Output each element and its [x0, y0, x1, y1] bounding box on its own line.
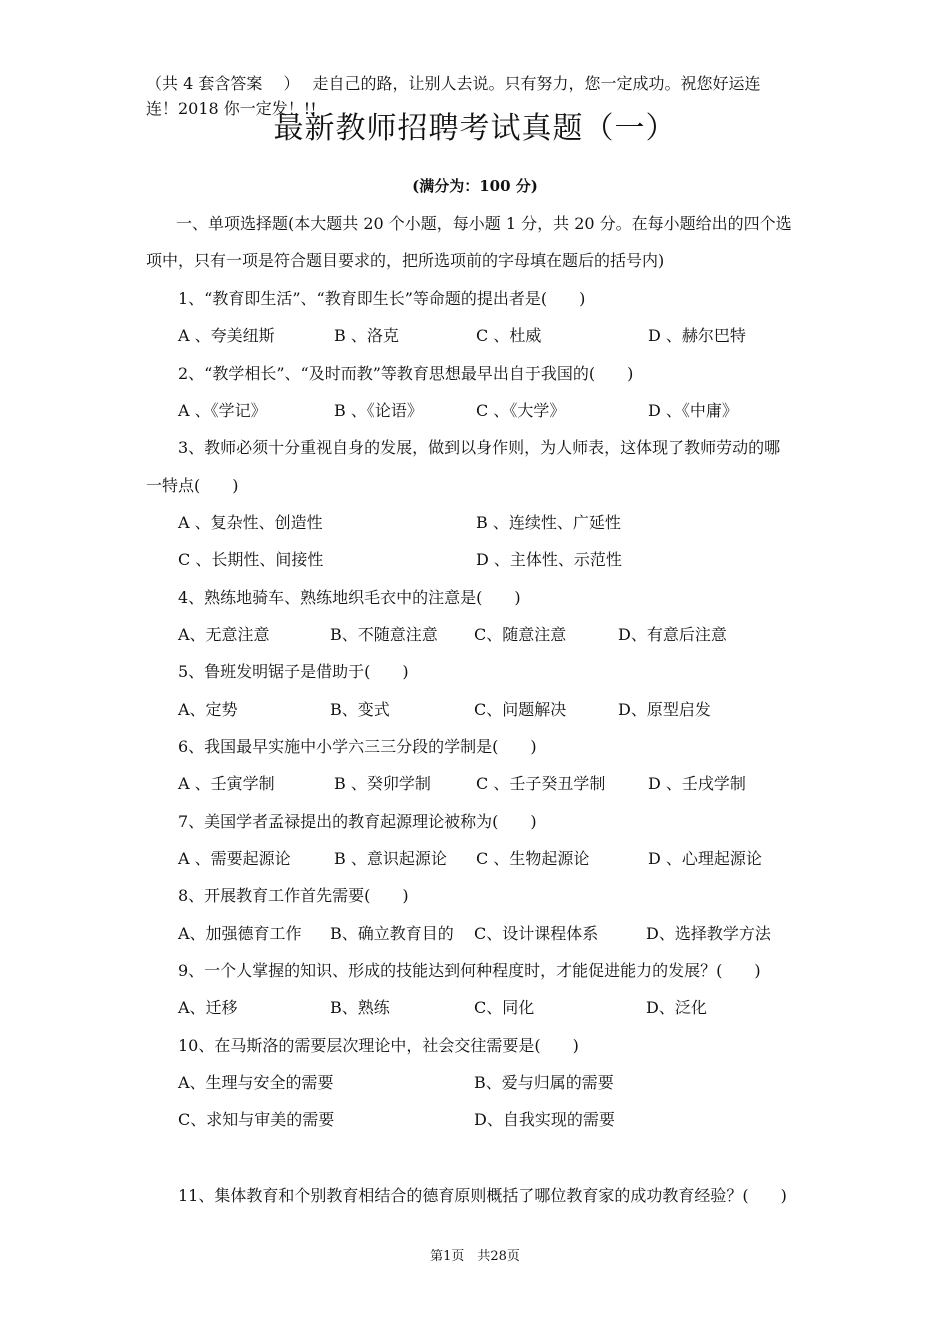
question-1-option-c: C 、杜威 — [476, 326, 542, 345]
question-7-option-b: B 、意识起源论 — [334, 849, 447, 868]
question-2-option-a: A 、《学记》 — [178, 401, 267, 420]
question-4-option-c: C、随意注意 — [474, 625, 567, 644]
question-1-stem: 1、“教育即生活”、“教育即生长”等命题的提出者是( ) — [178, 289, 586, 308]
question-9-option-d: D、泛化 — [646, 998, 707, 1017]
question-5-option-a: A、定势 — [178, 700, 238, 719]
question-8-option-c: C、设计课程体系 — [474, 924, 599, 943]
score-note: (满分为：100 分) — [412, 177, 538, 195]
page-title: 最新教师招聘考试真题（一） — [273, 111, 677, 146]
page-footer: 第1页 共28页 — [430, 1249, 520, 1264]
question-9-stem: 9、一个人掌握的知识、形成的技能达到何种程度时，才能促进能力的发展？( ) — [178, 961, 761, 980]
header-line-2: 连！2018 你一定发！!! — [146, 99, 317, 118]
question-2-option-b: B 、《论语》 — [334, 401, 423, 420]
question-3-stem: 3、教师必须十分重视自身的发展，做到以身作则，为人师表，这体现了教师劳动的哪 — [178, 438, 781, 457]
question-7-option-c: C 、生物起源论 — [476, 849, 590, 868]
question-2-stem: 2、“教学相长”、“及时而教”等教育思想最早出自于我国的( ) — [178, 364, 634, 383]
question-8-option-b: B、确立教育目的 — [330, 924, 454, 943]
question-6-option-b: B 、癸卯学制 — [334, 774, 431, 793]
question-1-option-d: D 、赫尔巴特 — [648, 326, 746, 345]
question-2-option-c: C 、《大学》 — [476, 401, 566, 420]
question-8-option-d: D、选择教学方法 — [646, 924, 771, 943]
question-7-option-d: D 、心理起源论 — [648, 849, 762, 868]
question-6-option-d: D 、壬戌学制 — [648, 774, 746, 793]
section-instructions-line-2: 项中，只有一项是符合题目要求的，把所选项前的字母填在题后的括号内) — [146, 251, 665, 270]
question-5-option-d: D、原型启发 — [618, 700, 711, 719]
question-10-option-a: A、生理与安全的需要 — [178, 1073, 334, 1092]
question-8-stem: 8、开展教育工作首先需要( ) — [178, 886, 409, 905]
question-7-option-a: A 、需要起源论 — [178, 849, 291, 868]
question-7-stem: 7、美国学者孟禄提出的教育起源理论被称为( ) — [178, 812, 537, 831]
question-10-option-b: B、爱与归属的需要 — [474, 1073, 614, 1092]
question-6-stem: 6、我国最早实施中小学六三三分段的学制是( ) — [178, 737, 537, 756]
section-instructions-line-1: 一、单项选择题(本大题共 20 个小题，每小题 1 分，共 20 分。在每小题给出的四个选 — [176, 214, 792, 233]
question-3-option-a: A 、复杂性、创造性 — [178, 513, 323, 532]
question-3-stem-cont: 一特点( ) — [146, 476, 239, 495]
question-10-option-c: C、求知与审美的需要 — [178, 1110, 335, 1129]
question-11-stem: 11、集体教育和个别教育相结合的德育原则概括了哪位教育家的成功教育经验？( ) — [178, 1186, 787, 1205]
question-10-option-d: D、自我实现的需要 — [474, 1110, 615, 1129]
question-9-option-a: A、迁移 — [178, 998, 238, 1017]
question-3-option-c: C 、长期性、间接性 — [178, 550, 324, 569]
question-4-stem: 4、熟练地骑车、熟练地织毛衣中的注意是( ) — [178, 588, 521, 607]
question-1-option-a: A 、夸美纽斯 — [178, 326, 275, 345]
question-10-stem: 10、在马斯洛的需要层次理论中，社会交往需要是( ) — [178, 1036, 579, 1055]
question-4-option-a: A、无意注意 — [178, 625, 270, 644]
question-5-option-c: C、问题解决 — [474, 700, 567, 719]
header-line-1: （共 4 套含答案 ） 走自己的路，让别人去说。只有努力，您一定成功。祝您好运连 — [146, 74, 761, 93]
question-9-option-c: C、同化 — [474, 998, 535, 1017]
question-4-option-d: D、有意后注意 — [618, 625, 727, 644]
question-5-option-b: B、变式 — [330, 700, 390, 719]
question-5-stem: 5、鲁班发明锯子是借助于( ) — [178, 662, 409, 681]
question-8-option-a: A、加强德育工作 — [178, 924, 302, 943]
question-6-option-a: A 、壬寅学制 — [178, 774, 275, 793]
question-4-option-b: B、不随意注意 — [330, 625, 438, 644]
question-3-option-b: B 、连续性、广延性 — [476, 513, 621, 532]
question-9-option-b: B、熟练 — [330, 998, 390, 1017]
question-2-option-d: D 、《中庸》 — [648, 401, 738, 420]
question-3-option-d: D 、主体性、示范性 — [476, 550, 622, 569]
question-6-option-c: C 、壬子癸丑学制 — [476, 774, 606, 793]
question-1-option-b: B 、洛克 — [334, 326, 399, 345]
